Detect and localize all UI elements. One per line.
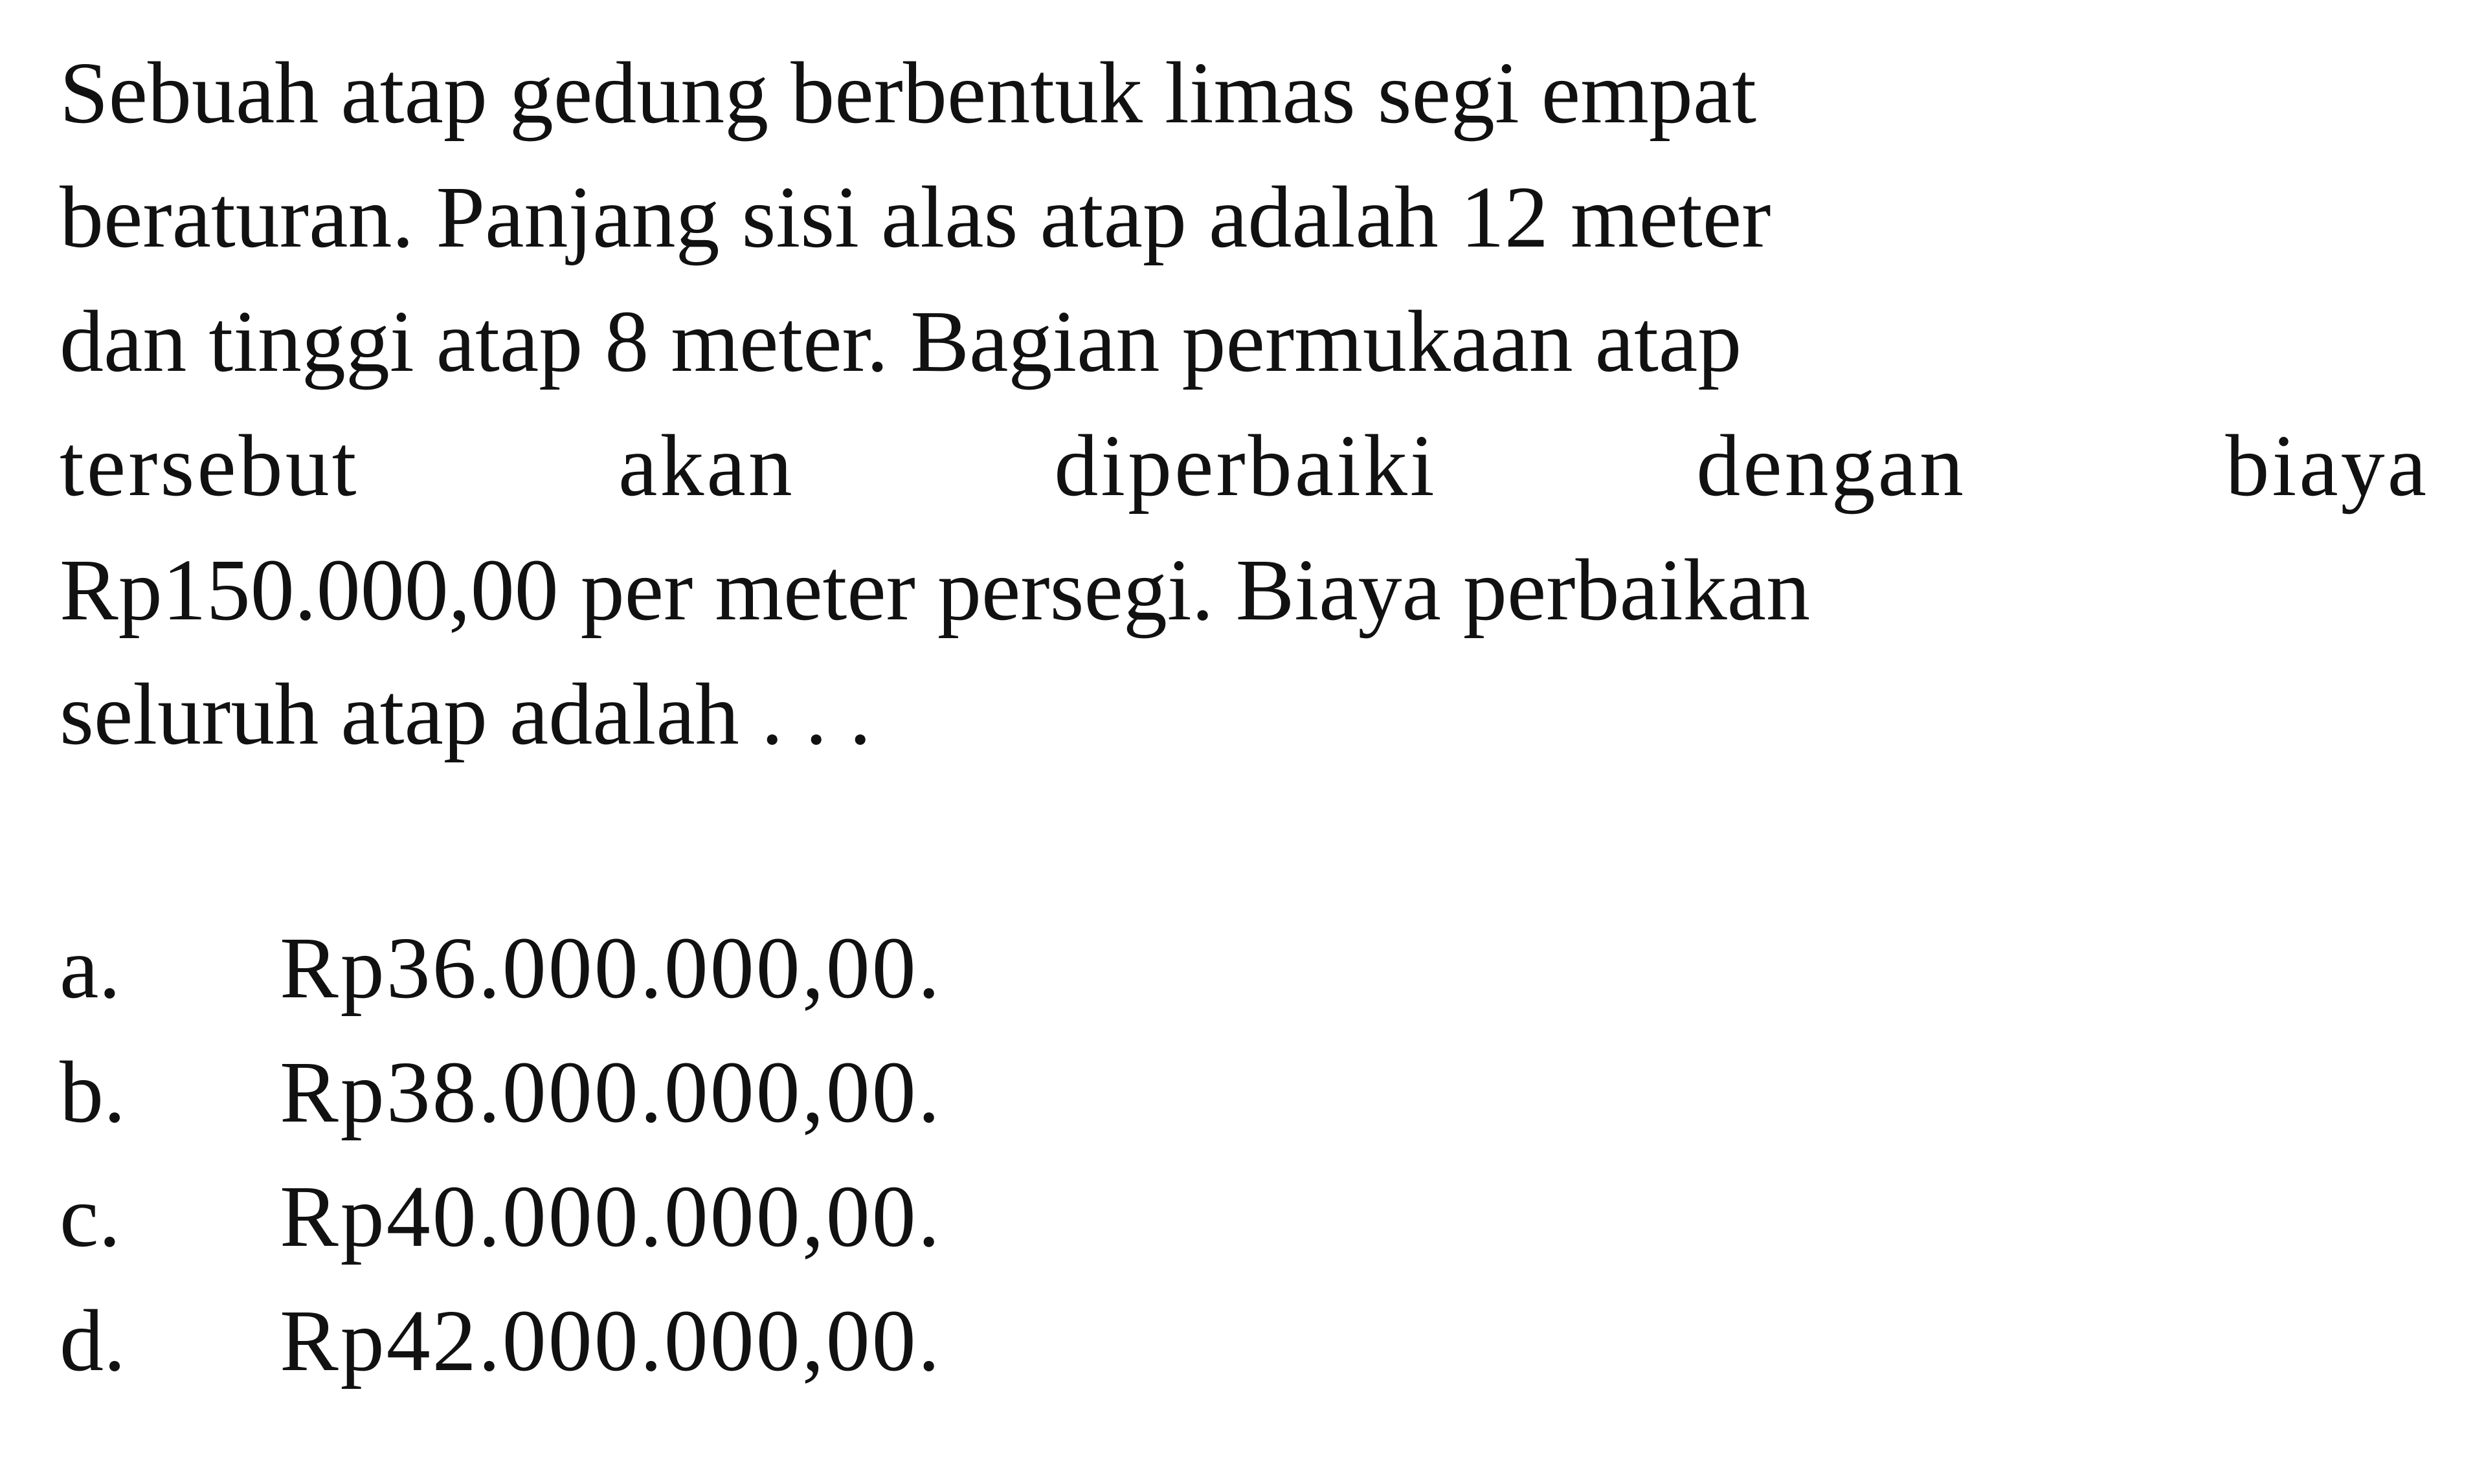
question-line-1: Sebuah atap gedung berbentuk limas segi empat bbox=[60, 45, 1757, 142]
question-word: akan bbox=[618, 417, 795, 515]
question-word: dengan bbox=[1696, 417, 1966, 515]
answer-options bbox=[60, 906, 1354, 1403]
question-line-5: Rp150.000,00 per meter persegi. Biaya perbaikan bbox=[60, 542, 1811, 639]
option-text: Rp36.000.000,00. bbox=[280, 920, 942, 1017]
question-line-4 bbox=[60, 404, 2429, 528]
option-letter: c. bbox=[60, 1168, 121, 1265]
option-letter: a. bbox=[60, 920, 121, 1017]
question-line-3: dan tinggi atap 8 meter. Bagian permukaan atap bbox=[60, 293, 1742, 390]
option-letter: b. bbox=[60, 1044, 126, 1141]
option-letter: d. bbox=[60, 1292, 126, 1390]
option-a[interactable] bbox=[60, 906, 1354, 1030]
option-text: Rp40.000.000,00. bbox=[280, 1168, 942, 1265]
question-line-2: beraturan. Panjang sisi alas atap adalah 12 meter bbox=[60, 169, 1771, 266]
question-line-6: seluruh atap adalah . . . bbox=[60, 666, 871, 763]
option-text: Rp38.000.000,00. bbox=[280, 1044, 942, 1141]
question-word: diperbaiki bbox=[1054, 417, 1437, 515]
question-word: biaya bbox=[2225, 417, 2429, 515]
question-stem bbox=[60, 31, 2429, 777]
option-d[interactable] bbox=[60, 1279, 1354, 1403]
option-text: Rp42.000.000,00. bbox=[280, 1292, 942, 1390]
question-word: tersebut bbox=[60, 417, 359, 515]
option-c[interactable] bbox=[60, 1155, 1354, 1279]
option-b[interactable] bbox=[60, 1030, 1354, 1155]
